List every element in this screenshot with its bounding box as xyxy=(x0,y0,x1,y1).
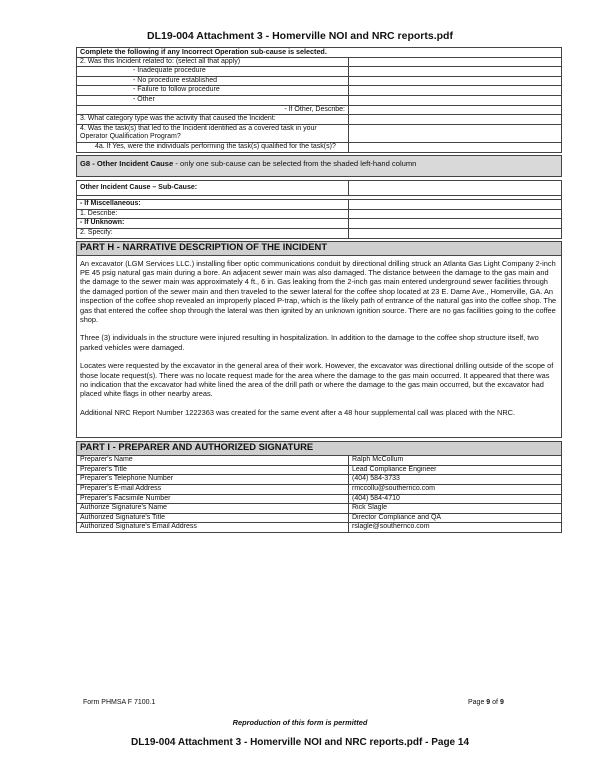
part-i-table xyxy=(76,441,562,533)
g8-header-table xyxy=(76,155,562,177)
preparer-fax-label: Preparer's Facsimile Number xyxy=(77,494,349,504)
signature-title-label: Authorized Signature's Title xyxy=(77,513,349,523)
answer-option-3[interactable] xyxy=(349,86,562,96)
option-no-procedure: - No procedure established xyxy=(77,76,349,86)
answer-4[interactable] xyxy=(349,124,562,142)
narrative-paragraph-4: Additional NRC Report Number 1222363 was created for the same event after a 48 hour supplemental call was placed with the NRC. xyxy=(80,407,516,417)
preparer-name-value[interactable]: Ralph McCollum xyxy=(349,456,562,466)
subcause-label: Other Incident Cause – Sub-Cause: xyxy=(77,180,349,196)
question-4: 4. Was the task(s) that led to the Incident identified as a covered task in your Operator Qualification Program? xyxy=(77,124,349,142)
table-row xyxy=(77,456,562,466)
table-row xyxy=(77,494,562,504)
page-number xyxy=(468,699,504,706)
narrative-paragraph-3: Locates were requested by the excavator in the general area of their work. However, the excavator was directional drilling outside of the scope of those locate request(s). There was no locate request made for the area where the damage to the gas main occurred. It appeared that there was no indication that the excavator had white lined the area of the drill path or where the damage to the gas main occurred, but the excavator had placed white flags in other nearby areas. xyxy=(80,361,554,399)
preparer-email-label: Preparer's E-mail Address xyxy=(77,484,349,494)
incorrect-operation-table xyxy=(76,47,562,153)
option-failure-to-follow: - Failure to follow procedure xyxy=(77,86,349,96)
signature-title-value[interactable]: Director Compliance and QA xyxy=(349,513,562,523)
table-row xyxy=(77,484,562,494)
question-4a: 4a. If Yes, were the individuals performing the task(s) qualified for the task(s)? xyxy=(77,142,349,152)
page-of: of xyxy=(490,699,500,706)
g8-header xyxy=(77,155,562,176)
preparer-title-label: Preparer's Title xyxy=(77,465,349,475)
preparer-title-value[interactable]: Lead Compliance Engineer xyxy=(349,465,562,475)
answer-if-other[interactable] xyxy=(349,105,562,115)
if-other-describe: - If Other, Describe: xyxy=(77,105,349,115)
signature-email-label: Authorized Signature's Email Address xyxy=(77,523,349,533)
page-total: 9 xyxy=(499,699,504,706)
table-row xyxy=(77,513,562,523)
specify-label: 2. Specify: xyxy=(77,228,349,238)
preparer-phone-label: Preparer's Telephone Number xyxy=(77,475,349,485)
form-name: Form PHMSA F 7100.1 xyxy=(83,699,156,706)
narrative-paragraph-2: Three (3) individuals in the structure were injured resulting in hospitalization. In addition to the damage to the coffee shop structure itself, two parked vehicles were damaged. xyxy=(80,333,539,352)
g8-title: G8 - Other Incident Cause xyxy=(80,158,174,168)
g8-note: - only one sub-cause can be selected from the shaded left-hand column xyxy=(173,158,417,168)
narrative-box xyxy=(76,256,562,439)
subcause-value[interactable] xyxy=(349,180,562,196)
document-title: DL19-004 Attachment 3 - Homerville NOI and NRC reports.pdf xyxy=(147,30,453,42)
misc-value xyxy=(349,200,562,210)
answer-4a[interactable] xyxy=(349,142,562,152)
option-inadequate-procedure: - Inadequate procedure xyxy=(77,67,349,77)
describe-label: 1. Describe: xyxy=(77,209,349,219)
table-row xyxy=(77,523,562,533)
option-other: - Other xyxy=(77,95,349,105)
preparer-email-value[interactable]: rmccollu@southernco.com xyxy=(349,484,562,494)
answer-option-2[interactable] xyxy=(349,76,562,86)
answer-2[interactable] xyxy=(349,57,562,67)
table-row xyxy=(77,475,562,485)
table-row xyxy=(77,504,562,514)
incorrect-operation-header: Complete the following if any Incorrect Operation sub-cause is selected. xyxy=(77,48,562,58)
answer-option-1[interactable] xyxy=(349,67,562,77)
if-miscellaneous: - If Miscellaneous: xyxy=(77,200,349,210)
preparer-name-label: Preparer's Name xyxy=(77,456,349,466)
signature-name-value[interactable]: Rick Slagle xyxy=(349,504,562,514)
answer-3[interactable] xyxy=(349,115,562,125)
question-2: 2. Was this Incident related to: (select all that apply) xyxy=(77,57,349,67)
form-page xyxy=(76,47,562,533)
part-i-title: PART I - PREPARER AND AUTHORIZED SIGNATURE xyxy=(77,442,562,456)
part-h-table xyxy=(76,241,562,256)
table-row xyxy=(77,465,562,475)
specify-value[interactable] xyxy=(349,228,562,238)
describe-value[interactable] xyxy=(349,209,562,219)
g8-table xyxy=(76,180,562,239)
if-unknown: - If Unknown: xyxy=(77,219,349,229)
preparer-phone-value[interactable]: (404) 584-3733 xyxy=(349,475,562,485)
bottom-title: DL19-004 Attachment 3 - Homerville NOI and NRC reports.pdf - Page 14 xyxy=(130,737,470,748)
answer-option-4[interactable] xyxy=(349,95,562,105)
preparer-fax-value[interactable]: (404) 584-4710 xyxy=(349,494,562,504)
signature-email-value[interactable]: rslagle@southernco.com xyxy=(349,523,562,533)
page-current: 9 xyxy=(486,699,491,706)
part-h-title: PART H - NARRATIVE DESCRIPTION OF THE INCIDENT xyxy=(77,241,562,255)
narrative-paragraph-1: An excavator (LGM Services LLC.) installing fiber optic communications conduit by directional drilling struck an Atlanta Gas Light Company 2-inch PE 45 psig natural gas main during a bore. An adjacent sewer main was also damaged. The distance between the damage to the gas main and the damage to the sewer main was approximately 4 ft., 6 in. Gas leaking from the 2-inch gas main entered underground sewer facilities through the damaged portion of the sewer main and then traveled to the sewer lateral for the coffee shop located at 23 E. Dame Ave., Homerville, GA. An inspection of the coffee shop revealed an improperly placed P-trap, which is the likely path of entrance of the natural gas into the coffee shop. The gas that entered the coffee shop through the lateral was then ignited by an unknown ignition source. There are no gas facilities going to the coffee shop. xyxy=(80,258,557,324)
reproduction-note: Reproduction of this form is permitted xyxy=(232,718,368,727)
page-prefix: Page xyxy=(468,699,487,706)
signature-name-label: Authorize Signature's Name xyxy=(77,504,349,514)
unknown-value xyxy=(349,219,562,229)
question-3: 3. What category type was the activity that caused the Incident: xyxy=(77,115,349,125)
